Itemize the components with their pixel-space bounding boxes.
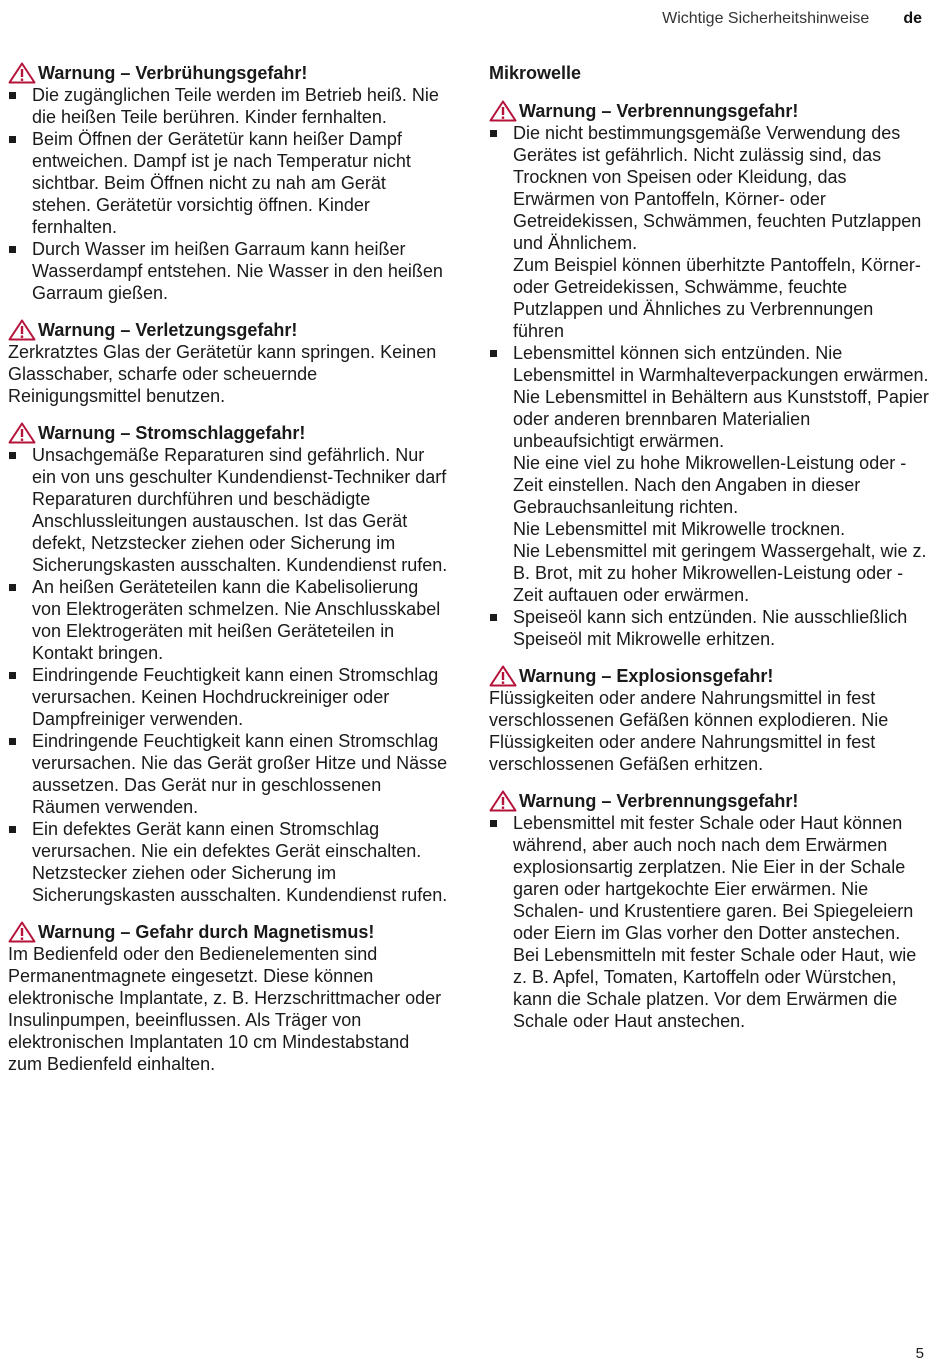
warning-heading (489, 790, 929, 812)
list-item-text: Lebensmittel mit fester Schale oder Haut können während, aber auch noch nach dem Erwärmen explosionsartig zerplatzen. Nie Eier in der Schale garen oder hartgekochte Eier erwärmen. Nie Schalen- und Krustentiere garen. Bei Spiegeleiern oder Eiern im Glas vorher den Dotter anstechen. Bei Lebensmitteln mit fester Schale oder Haut, wie z. B. Apfel, Tomaten, Kartoffeln oder Würstchen, kann die Schale platzen. Vor dem Erwärmen die Schale oder Haut anstechen. (513, 813, 917, 1031)
warning-triangle-icon (489, 100, 519, 122)
page-header (662, 10, 922, 28)
list-item (489, 812, 929, 1032)
warning-heading-text: Warnung – Verbrühungsgefahr! (38, 63, 308, 83)
list-item-text: Eindringende Feuchtigkeit kann einen Stromschlag verursachen. Nie das Gerät großer Hitze und Nässe aussetzen. Das Gerät nur in geschlossenen Räumen verwenden. (32, 731, 448, 817)
list-item (8, 84, 448, 128)
warning-heading-text: Warnung – Gefahr durch Magnetismus! (38, 922, 375, 942)
bullet-list (489, 122, 929, 650)
list-item (489, 606, 929, 650)
list-item-text: Lebensmittel können sich entzünden. Nie Lebensmittel in Warmhalteverpackungen erwärmen. (513, 343, 929, 385)
list-item (8, 128, 448, 238)
warning-triangle-icon (8, 62, 38, 84)
list-item-text: Speiseöl kann sich entzünden. Nie ausschließlich Speiseöl mit Mikrowelle erhitzen. (513, 607, 908, 649)
warning-block (489, 790, 929, 1032)
list-item (489, 342, 929, 606)
list-item-text: Eindringende Feuchtigkeit kann einen Stromschlag verursachen. Keinen Hochdruckreiniger oder Dampfreiniger verwenden. (32, 665, 439, 729)
warning-block (489, 665, 929, 775)
warning-triangle-icon (489, 790, 519, 812)
list-item (8, 818, 448, 906)
warning-block (8, 921, 448, 1075)
warning-heading (8, 921, 448, 943)
warning-paragraph: Zerkratztes Glas der Gerätetür kann springen. Keinen Glasschaber, scharfe oder scheuernde Reinigungsmittel benutzen. (8, 342, 437, 406)
warning-block (8, 422, 448, 906)
section-title-mikrowelle: Mikrowelle (489, 63, 582, 83)
list-item (8, 664, 448, 730)
list-item-text: Nie Lebensmittel mit geringem Wassergehalt, wie z. B. Brot, mit zu hoher Mikrowellen-Leistung oder -Zeit auftauen oder erwärmen. (513, 541, 927, 605)
page-number: 5 (915, 1345, 924, 1362)
warning-block (8, 319, 448, 407)
bullet-list (8, 84, 448, 304)
list-item-text: An heißen Geräteteilen kann die Kabelisolierung von Elektrogeräten schmelzen. Nie Anschlusskabel von Elektrogeräten mit heißen Geräteteilen in Kontakt bringen. (32, 577, 441, 663)
list-item (8, 730, 448, 818)
list-item-text: Zum Beispiel können überhitzte Pantoffeln, Körner- oder Getreidekissen, Schwämme, feuchte Putzlappen und Ähnliches zu Verbrennungen führen (513, 255, 921, 341)
list-item (8, 444, 448, 576)
warning-block (489, 100, 929, 650)
bullet-list (489, 812, 929, 1032)
list-item-text: Nie Lebensmittel in Behältern aus Kunststoff, Papier oder anderen brennbaren Materialien unbeaufsichtigt erwärmen. (513, 387, 929, 451)
list-item (8, 576, 448, 664)
warning-heading (489, 100, 929, 122)
warning-heading-text: Warnung – Verletzungsgefahr! (38, 320, 298, 340)
warning-triangle-icon (8, 319, 38, 341)
list-item (8, 238, 448, 304)
warning-heading-text: Warnung – Explosionsgefahr! (519, 666, 774, 686)
warning-heading (8, 422, 448, 444)
list-item (489, 122, 929, 342)
warning-triangle-icon (8, 422, 38, 444)
warning-heading (8, 319, 448, 341)
warning-block (8, 62, 448, 304)
warning-paragraph: Im Bedienfeld oder den Bedienelementen sind Permanentmagnete eingesetzt. Diese können elektronische Implantate, z. B. Herzschrittmacher oder Insulinpumpen, beeinflussen. Als Träger von elektronischen Implantaten 10 cm Mindestabstand zum Bedienfeld einhalten. (8, 944, 442, 1074)
warning-heading (8, 62, 448, 84)
warning-heading-text: Warnung – Stromschlaggefahr! (38, 423, 306, 443)
warning-triangle-icon (8, 921, 38, 943)
bullet-list (8, 444, 448, 906)
list-item-text: Ein defektes Gerät kann einen Stromschlag verursachen. Nie ein defektes Gerät einschalten. Netzstecker ziehen oder Sicherung im Sicherungskasten ausschalten. Kundendienst rufen. (32, 819, 448, 905)
list-item-text: Nie eine viel zu hohe Mikrowellen-Leistung oder -Zeit einstellen. Nach den Angaben in dieser Gebrauchsanleitung richten. (513, 453, 907, 517)
warning-heading-text: Warnung – Verbrennungsgefahr! (519, 791, 799, 811)
list-item-text: Die nicht bestimmungsgemäße Verwendung des Gerätes ist gefährlich. Nicht zulässig sind, das Trocknen von Speisen oder Kleidung, das Erwärmen von Pantoffeln, Körner- oder Getreidekissen, Schwämmen, feuchten Putzlappen und Ähnlichem. (513, 123, 922, 253)
right-column (489, 62, 929, 1047)
warning-heading (489, 665, 929, 687)
left-column (8, 62, 448, 1090)
list-item-text: Unsachgemäße Reparaturen sind gefährlich. Nur ein von uns geschulter Kundendienst-Techniker darf Reparaturen durchführen und beschädigte Anschlussleitungen austauschen. Ist das Gerät defekt, Netzstecker ziehen oder Sicherung im Sicherungskasten ausschalten. Kundendienst rufen. (32, 445, 448, 575)
header-section-title: Wichtige Sicherheitshinweise (662, 10, 870, 27)
warning-paragraph: Flüssigkeiten oder andere Nahrungsmittel in fest verschlossenen Gefäßen können explodieren. Nie Flüssigkeiten oder andere Nahrungsmittel in fest verschlossenen Gefäßen erhitzen. (489, 688, 889, 774)
list-item-text: Die zugänglichen Teile werden im Betrieb heiß. Nie die heißen Teile berühren. Kinder fernhalten. (32, 85, 439, 127)
right-blocks (489, 100, 929, 1032)
header-language-code: de (903, 10, 922, 27)
list-item-text: Durch Wasser im heißen Garraum kann heißer Wasserdampf entstehen. Nie Wasser in den heißen Garraum gießen. (32, 239, 443, 303)
warning-triangle-icon (489, 665, 519, 687)
warning-heading-text: Warnung – Verbrennungsgefahr! (519, 101, 799, 121)
list-item-text: Beim Öffnen der Gerätetür kann heißer Dampf entweichen. Dampf ist je nach Temperatur nicht sichtbar. Beim Öffnen nicht zu nah am Gerät stehen. Gerätetür vorsichtig öffnen. Kinder fernhalten. (32, 129, 411, 237)
list-item-text: Nie Lebensmittel mit Mikrowelle trocknen. (513, 519, 846, 539)
